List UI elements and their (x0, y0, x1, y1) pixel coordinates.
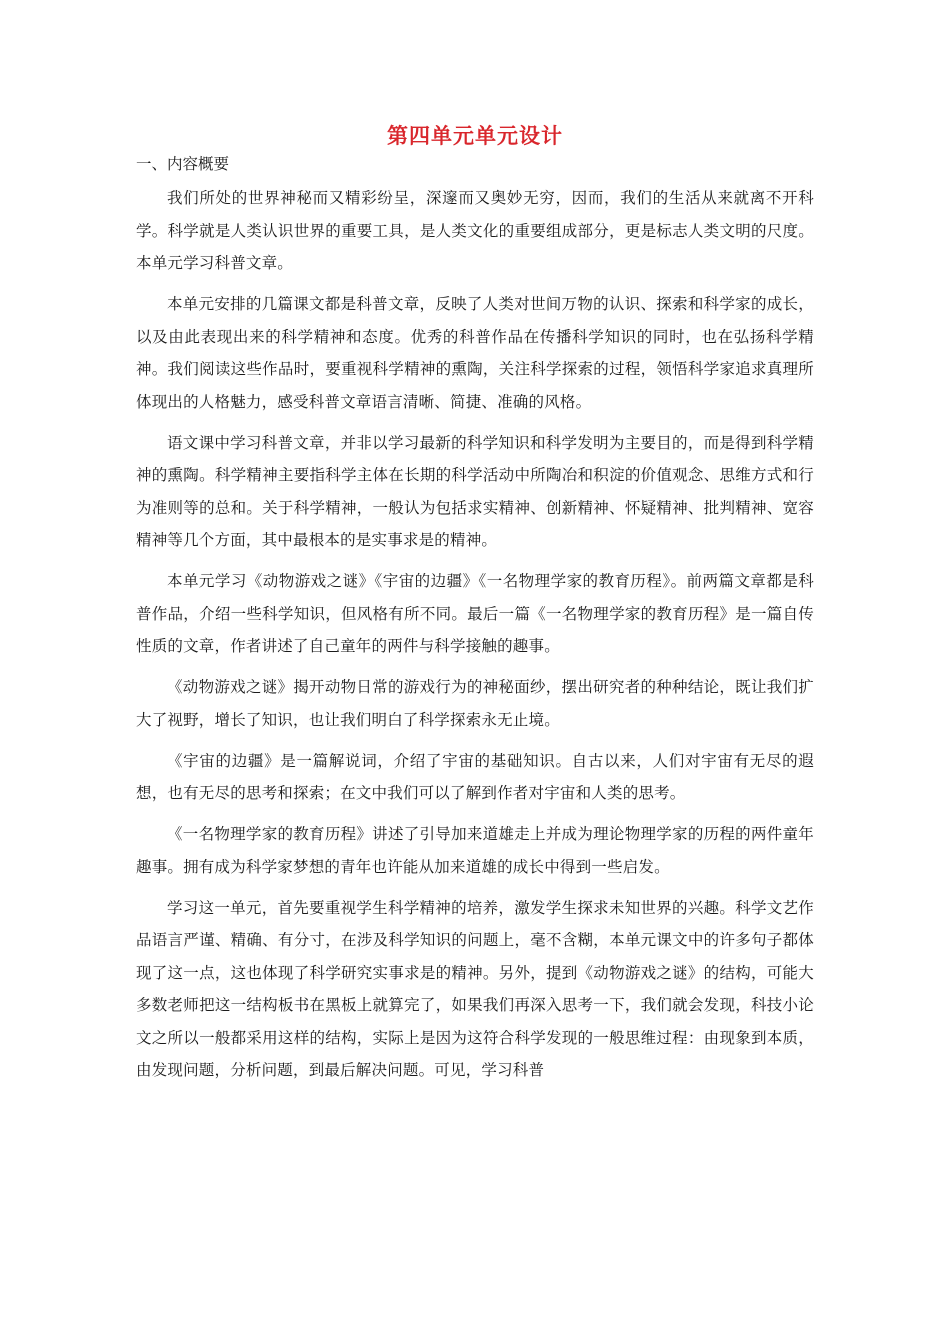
page-title: 第四单元单元设计 (387, 124, 563, 148)
section-heading: 一、内容概要 (136, 155, 230, 173)
paragraph: 《一名物理学家的教育历程》讲述了引导加来道雄走上并成为理论物理学家的历程的两件童年趣事。拥有成为科学家梦想的青年也许能从加来道雄的成长中得到一些启发。 (136, 825, 814, 876)
body-text (136, 182, 814, 1095)
paragraph: 语文课中学习科普文章，并非以学习最新的科学知识和科学发明为主要目的，而是得到科学精神的熏陶。科学精神主要指科学主体在长期的科学活动中所陶冶和积淀的价值观念、思维方式和行为准则等的总和。关于科学精神，一般认为包括求实精神、创新精神、怀疑精神、批判精神、宽容精神等几个方面，其中最根本的是实事求是的精神。 (136, 433, 814, 549)
paragraph: 本单元学习《动物游戏之谜》《宇宙的边疆》《一名物理学家的教育历程》。前两篇文章都是科普作品，介绍一些科学知识，但风格有所不同。最后一篇《一名物理学家的教育历程》是一篇自传性质的文章，作者讲述了自己童年的两件与科学接触的趣事。 (136, 572, 814, 655)
paragraph: 我们所处的世界神秘而又精彩纷呈，深邃而又奥妙无穷，因而，我们的生活从来就离不开科学。科学就是人类认识世界的重要工具，是人类文化的重要组成部分，更是标志人类文明的尺度。本单元学习科普文章。 (136, 189, 814, 272)
paragraph: 《动物游戏之谜》揭开动物日常的游戏行为的神秘面纱，摆出研究者的种种结论，既让我们扩大了视野，增长了知识，也让我们明白了科学探索永无止境。 (136, 678, 814, 729)
paragraph: 《宇宙的边疆》是一篇解说词，介绍了宇宙的基础知识。自古以来，人们对宇宙有无尽的遐想，也有无尽的思考和探索；在文中我们可以了解到作者对宇宙和人类的思考。 (136, 751, 814, 802)
paragraph: 学习这一单元，首先要重视学生科学精神的培养，激发学生探求未知世界的兴趣。科学文艺作品语言严谨、精确、有分寸，在涉及科学知识的问题上，毫不含糊，本单元课文中的许多句子都体现了这一点，这也体现了科学研究实事求是的精神。另外，提到《动物游戏之谜》的结构，可能大多数老师把这一结构板书在黑板上就算完了，如果我们再深入思考一下，我们就会发现，科技小论文之所以一般都采用这样的结构，实际上是因为这符合科学发现的一般思维过程：由现象到本质，由发现问题，分析问题，到最后解决问题。可见，学习科普 (136, 898, 814, 1079)
paragraph: 本单元安排的几篇课文都是科普文章，反映了人类对世间万物的认识、探索和科学家的成长，以及由此表现出来的科学精神和态度。优秀的科普作品在传播科学知识的同时，也在弘扬科学精神。我们阅读这些作品时，要重视科学精神的熏陶，关注科学探索的过程，领悟科学家追求真理所体现出的人格魅力，感受科普文章语言清晰、简捷、准确的风格。 (136, 295, 814, 411)
